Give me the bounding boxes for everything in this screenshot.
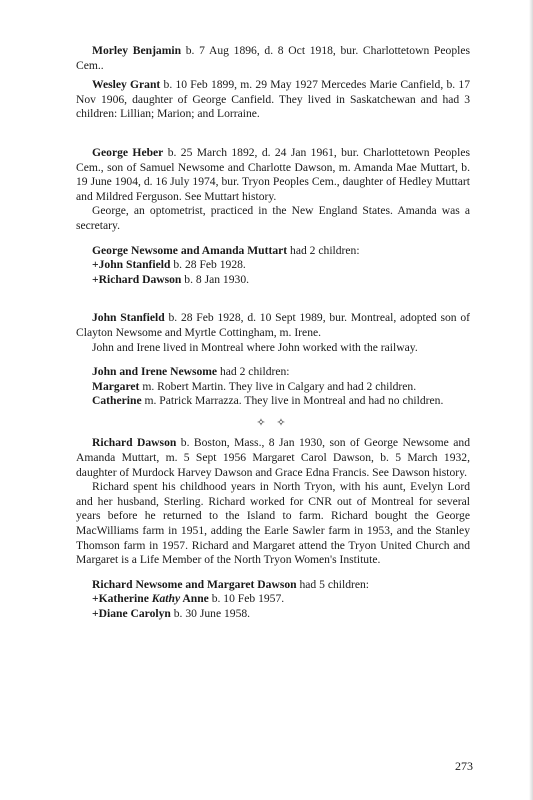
parents-names: George Newsome and Amanda Muttart bbox=[92, 243, 288, 257]
child-entry bbox=[76, 592, 470, 607]
person-name: Wesley Grant bbox=[92, 78, 161, 92]
page-content bbox=[76, 44, 470, 622]
child-entry bbox=[76, 607, 470, 622]
child-details: b. 30 June 1958. bbox=[170, 607, 251, 620]
children-count: had 2 children: bbox=[217, 365, 290, 379]
entry-george-heber bbox=[76, 146, 470, 204]
person-details: b. 25 March 1892, d. 24 Jan 1961, bur. Charlottetown Peoples Cem., son of Samuel Newsome and Charlotte Dawson, m. Amanda Mae Muttart, b. 19 June 1904, d. 16 July 1974, bur. Tryon Peoples Cem., daughter of Hedley Muttart and Mildred Ferguson. See Muttart history. bbox=[76, 145, 470, 203]
parents-names: John and Irene Newsome bbox=[92, 365, 218, 379]
child-details: b. 10 Feb 1957. bbox=[208, 592, 285, 606]
child-entry bbox=[76, 273, 470, 288]
child-nickname: Kathy bbox=[151, 592, 181, 606]
children-count: had 5 children: bbox=[296, 577, 370, 591]
child-entry bbox=[76, 380, 470, 395]
entry-john bbox=[76, 311, 470, 340]
entry-wesley bbox=[76, 78, 470, 122]
entry-john-note: John and Irene lived in Montreal where John worked with the railway. bbox=[92, 340, 418, 354]
person-name: Richard Dawson bbox=[92, 436, 177, 450]
person-name: Morley Benjamin bbox=[92, 44, 182, 57]
children-header-richard bbox=[76, 578, 470, 593]
entry-richard bbox=[76, 436, 470, 480]
person-name: John Stanfield bbox=[92, 311, 165, 325]
child-details: m. Robert Martin. They live in Calgary and had 2 children. bbox=[139, 379, 417, 393]
person-details: b. 28 Feb 1928, d. 10 Sept 1989, bur. Montreal, adopted son of Clayton Newsome and Myrtle Cottingham, m. Irene. bbox=[76, 311, 470, 339]
person-details: b. Boston, Mass., 8 Jan 1930, son of George Newsome and Amanda Muttart, m. 5 Sept 1956 Margaret Carol Dawson, b. 5 March 1932, daughter of Murdock Harvey Dawson and Grace Edna Francis. See Dawson history. bbox=[76, 436, 470, 479]
page-number: 273 bbox=[455, 759, 473, 773]
child-name: +Katherine bbox=[92, 592, 152, 606]
child-entry bbox=[76, 394, 470, 409]
child-name: +John Stanfield bbox=[92, 258, 171, 272]
children-count: had 2 children: bbox=[287, 243, 360, 257]
person-details: b. 10 Feb 1899, m. 29 May 1927 Mercedes Marie Canfield, b. 17 Nov 1906, daughter of George Canfield. They lived in Saskatchewan and had 3 children: Lillian; Marion; and Lorraine. bbox=[76, 78, 470, 121]
child-name: +Diane Carolyn bbox=[92, 607, 171, 620]
person-name: George Heber bbox=[92, 145, 164, 159]
person-details: b. 7 Aug 1896, d. 8 Oct 1918, bur. Charlottetown Peoples Cem.. bbox=[76, 44, 470, 72]
section-separator: ✧ ✧ bbox=[256, 416, 290, 429]
child-name-rest: Anne bbox=[180, 592, 209, 606]
children-header-george bbox=[76, 244, 470, 259]
parents-names: Richard Newsome and Margaret Dawson bbox=[92, 577, 297, 591]
child-details: b. 28 Feb 1928. bbox=[170, 258, 246, 272]
child-details: b. 8 Jan 1930. bbox=[181, 272, 250, 286]
entry-morley bbox=[76, 44, 470, 73]
entry-george-heber-note: George, an optometrist, practiced in the New England States. Amanda was a secretary. bbox=[76, 204, 470, 232]
page-edge-shadow bbox=[529, 0, 533, 800]
child-entry bbox=[76, 258, 470, 273]
child-name: Margaret bbox=[92, 379, 140, 393]
children-header-john bbox=[76, 365, 470, 380]
child-details: m. Patrick Marrazza. They live in Montreal and had no children. bbox=[141, 394, 444, 408]
child-name: Catherine bbox=[92, 394, 142, 408]
entry-richard-note: Richard spent his childhood years in North Tryon, with his aunt, Evelyn Lord and her husband, Sterling. Richard worked for CNR out of Montreal for several years before he returned to the Island to farm. Richard bought the George MacWilliams farm in 1951, adding the Earle Sawler farm in 1953, and the Stanley Thomson farm in 1957. Richard and Margaret attend the Tryon United Church and Margaret is a Life Member of the North Tryon Women's Institute. bbox=[76, 480, 470, 567]
child-name: +Richard Dawson bbox=[92, 272, 182, 286]
